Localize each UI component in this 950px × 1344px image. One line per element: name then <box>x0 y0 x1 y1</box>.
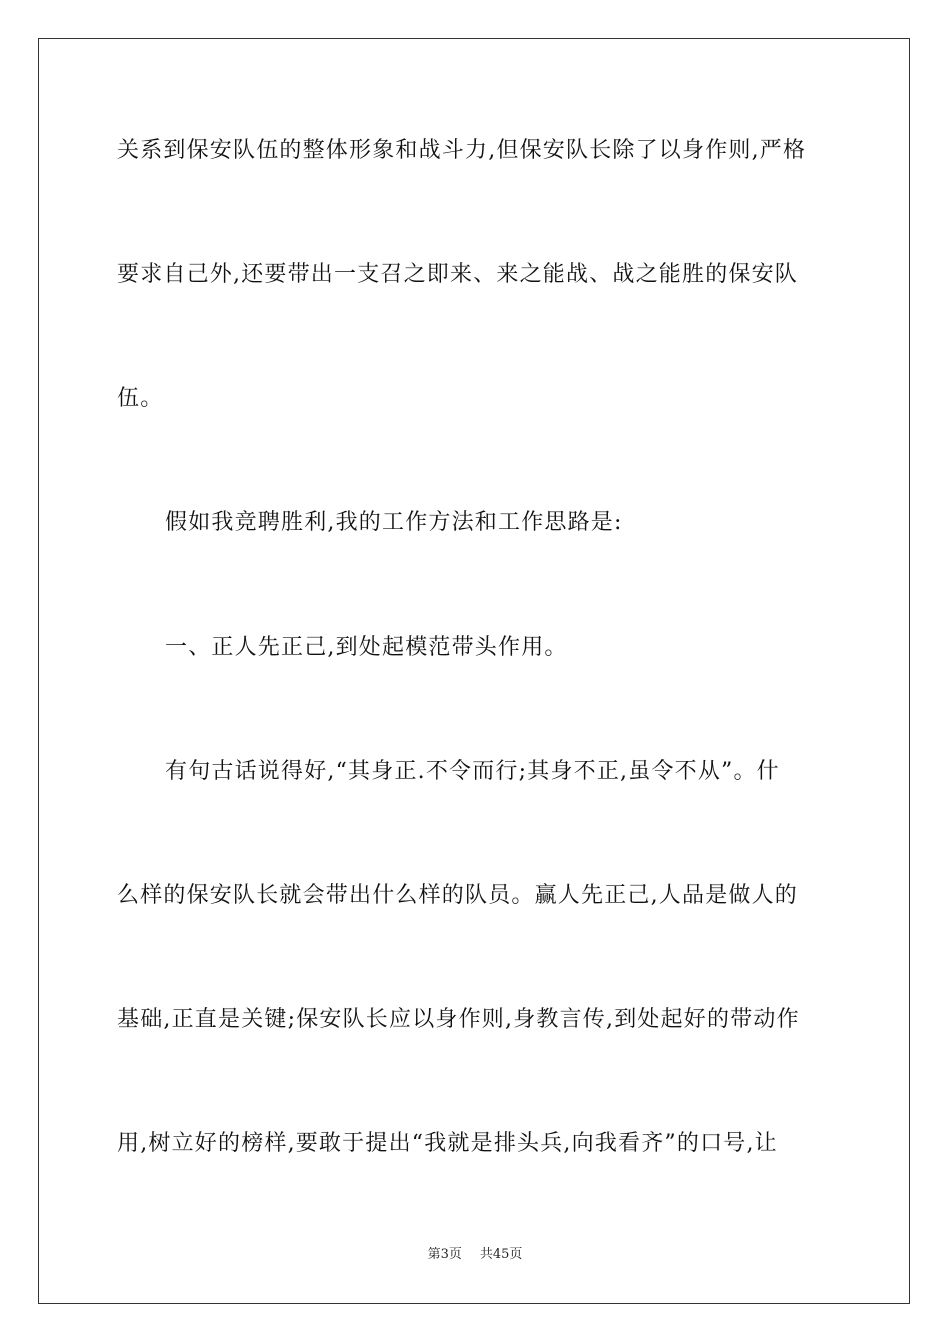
text-line-3: 伍。 <box>117 386 164 411</box>
page-footer <box>0 1247 950 1263</box>
text-line-7: 么样的保安队长就会带出什么样的队员。赢人先正己,人品是做人的 <box>117 883 798 908</box>
text-line-2: 要求自己外,还要带出一支召之即来、来之能战、战之能胜的保安队 <box>117 262 798 287</box>
page-total: 共45页 <box>479 1247 523 1262</box>
text-line-5: 一、正人先正己,到处起模范带头作用。 <box>165 635 568 660</box>
page-border <box>38 38 910 1304</box>
text-line-6: 有句古话说得好,“其身正.不令而行;其身不正,虽令不从”。什 <box>165 759 780 784</box>
text-line-1: 关系到保安队伍的整体形象和战斗力,但保安队长除了以身作则,严格 <box>117 138 807 163</box>
text-line-8: 基础,正直是关键;保安队长应以身作则,身教言传,到处起好的带动作 <box>117 1007 800 1032</box>
page-number: 第3页 <box>427 1247 462 1262</box>
text-line-4: 假如我竞聘胜利,我的工作方法和工作思路是: <box>165 510 623 535</box>
text-line-9: 用,树立好的榜样,要敢于提出“我就是排头兵,向我看齐”的口号,让 <box>117 1131 778 1156</box>
